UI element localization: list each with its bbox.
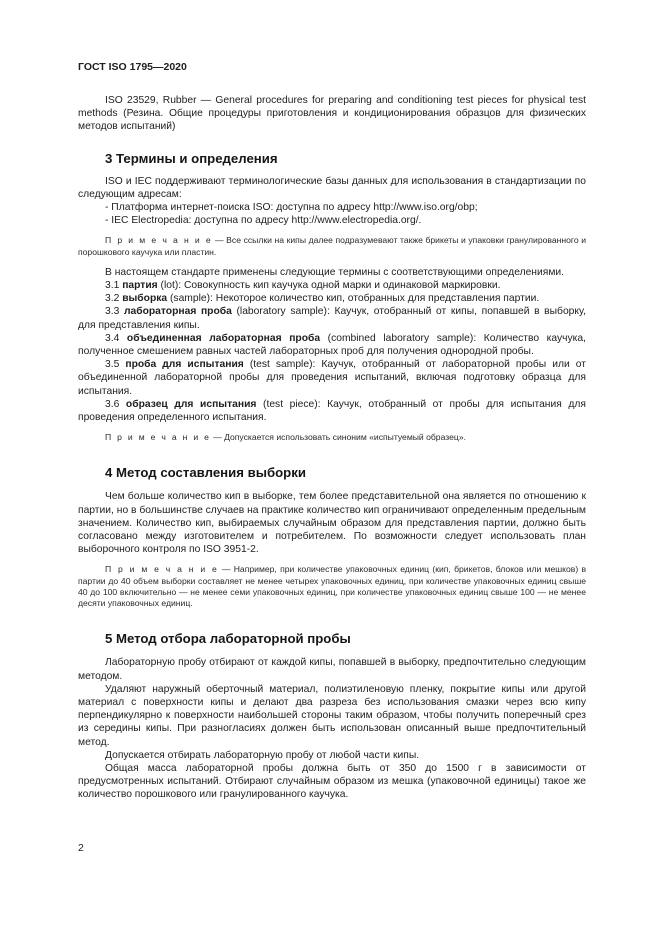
term-3-4: [78, 332, 586, 358]
term-definition: (combined laboratory sample): Количество каучука, полученное смешением равных частей лабораторных проб для получения однородной пробы.: [78, 332, 586, 358]
note-synonym: [78, 432, 586, 443]
section-3-intro: ISO и IEC поддерживают терминологические базы данных для использования в стандартизации по следующим адресам:: [78, 175, 586, 200]
term-name: объединенная лабораторная проба: [126, 332, 321, 344]
term-3-1: [78, 279, 586, 292]
note-label: П р и м е ч а н и е: [105, 564, 219, 575]
section-5-paragraph: Лабораторную пробу отбирают от каждой кипы, попавшей в выборку, предпочтительно следующим методом.: [78, 657, 586, 682]
section-5-title: 5 Метод отбора лабораторной пробы: [105, 631, 351, 647]
term-definition: (test sample): Каучук, отобранный от лабораторной пробы или от объединенной лабораторной пробы для проведения испытаний, включая подготовку образца для испытания.: [78, 359, 586, 397]
reference-iso-23529: ISO 23529, Rubber — General procedures for preparing and conditioning test pieces for physical test methods (Резина. Общие процедуры приготовления и кондиционирования образцов для физических методов испытаний): [78, 95, 586, 133]
term-definition: (test piece): Каучук, отобранный от пробы для испытания для проведения определенного испытания.: [78, 398, 587, 424]
term-number: 3.6: [105, 398, 126, 410]
term-name: проба для испытания: [125, 359, 244, 371]
term-name: партия: [122, 280, 158, 292]
term-name: выборка: [122, 293, 168, 305]
note-sample-size: [78, 564, 586, 609]
terms-intro: В настоящем стандарте применены следующие термины с соответствующими определениями.: [105, 266, 565, 278]
note-text: — Допускается использовать синоним «испытуемый образец».: [210, 432, 466, 443]
term-number: 3.2: [105, 293, 123, 305]
note-text: — Все ссылки на кипы далее подразумевают также брикеты и упаковки гранулированного и порошкового каучука или пластин.: [78, 235, 587, 257]
term-number: 3.5: [105, 359, 126, 371]
term-number: 3.1: [105, 280, 123, 292]
term-name: лабораторная проба: [123, 306, 232, 318]
bullet-iso-obp: - Платформа интернет-поиска ISO: доступна по адресу http://www.iso.org/obp;: [105, 202, 478, 214]
term-number: 3.3: [105, 306, 124, 318]
section-3-title: 3 Термины и определения: [105, 150, 278, 166]
document-header: ГОСТ ISO 1795—2020: [78, 61, 187, 73]
term-definition: (laboratory sample): Каучук, отобранный от кипы, попавшей в выборку, для представления кипы.: [78, 306, 587, 331]
note-bales: [78, 235, 586, 257]
section-5-paragraph: Общая масса лабораторной пробы должна быть от 350 до 1500 г в зависимости от предусмотренных испытаний. Отбирают случайным образом из мешка (упаковочной единицы) такое же количество порошкового или гранулированного каучука.: [78, 762, 586, 801]
term-name: образец для испытания: [125, 398, 257, 410]
term-definition: (sample): Некоторое количество кип, отобранных для представления партии.: [167, 293, 540, 305]
section-4-title: 4 Метод составления выборки: [105, 465, 306, 481]
term-3-2: [78, 292, 586, 305]
note-label: П р и м е ч а н и е: [105, 235, 213, 246]
term-3-6: [78, 398, 586, 424]
section-5-paragraph: Удаляют наружный оберточный материал, полиэтиленовую пленку, покрытие кипы или другой материал с поверхности кипы и делают два разреза без использования смазки через всю кипу перпендикулярно к поверхности наибольшей стороны таким образом, чтобы получить поперечный срез из середины кипы. При разногласиях должен быть использован описанный выше предпочтительный метод.: [78, 683, 586, 748]
term-definition: (lot): Совокупность кип каучука одной марки и одинаковой маркировки.: [157, 280, 501, 292]
section-5-paragraph: Допускается отбирать лабораторную пробу от любой части кипы.: [105, 749, 420, 761]
bullet-electropedia: - IEC Electropedia: доступна по адресу http://www.electropedia.org/.: [105, 215, 422, 227]
note-text: — Например, при количестве упаковочных единиц (кип, брикетов, блоков или мешков) в партии до 40 объем выборки составляет не менее четырех упаковочных единиц, при количестве упаковочных единиц свыше 40 до 100 включительно — не менее семи упаковочных единиц, при количестве упаковочных единиц свыше 100 — не менее десяти упаковочных единиц.: [78, 564, 587, 609]
term-3-3: [78, 305, 586, 331]
section-4-paragraph: Чем больше количество кип в выборке, тем более представительной она является по отношению к партии, но в большинстве случаев на практике количество кип ограничивают определенным предельным значением. Количество кип, выбираемых случайным образом для представления партии, должно быть согласовано между изготовителем и потребителем. По возможности следует использовать план выборочного контроля по ISO 3951-2.: [78, 491, 586, 556]
note-label: П р и м е ч а н и е: [105, 432, 211, 443]
page-number: 2: [78, 842, 84, 854]
page-content: [78, 94, 586, 802]
term-3-5: [78, 358, 586, 398]
term-number: 3.4: [105, 332, 127, 344]
